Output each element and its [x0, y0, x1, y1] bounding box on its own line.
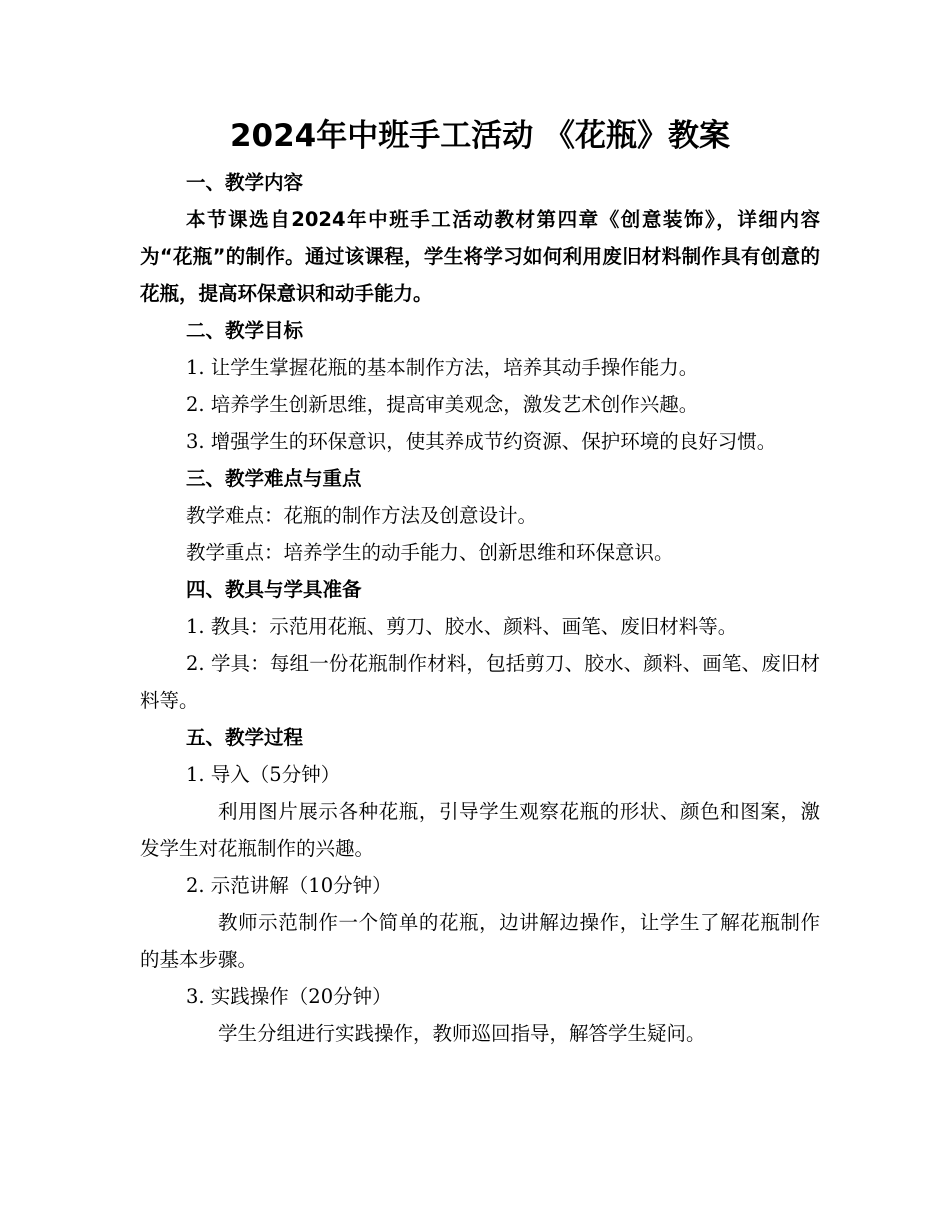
process-step-1-label: 1. 导入（5分钟） — [186, 763, 341, 786]
section-body-content: 本节课选自2024年中班手工活动教材第四章《创意装饰》，详细内容为“花瓶”的制作。通过该课程，学生将学习如何利用废旧材料制作具有创意的花瓶，提高环保意识和动手能力。 — [140, 208, 820, 305]
document-page — [140, 112, 820, 1052]
process-step-1-desc: 利用图片展示各种花瓶，引导学生观察花瓶的形状、颜色和图案，激发学生对花瓶制作的兴趣。 — [140, 800, 820, 860]
key-point-item: 教学重点：培养学生的动手能力、创新思维和环保意识。 — [186, 541, 674, 564]
section-heading-objectives: 二、教学目标 — [186, 319, 304, 342]
section-heading-process: 五、教学过程 — [186, 726, 304, 749]
objective-item-3: 3. 增强学生的环保意识，使其养成节约资源、保护环境的良好习惯。 — [186, 430, 777, 453]
process-step-3-label: 3. 实践操作（20分钟） — [186, 985, 392, 1008]
section-heading-materials: 四、教具与学具准备 — [186, 578, 362, 601]
document-title: 2024年中班手工活动 《花瓶》教案 — [229, 118, 731, 154]
objective-item-2: 2. 培养学生创新思维，提高审美观念，激发艺术创作兴趣。 — [186, 393, 699, 416]
objective-item-1: 1. 让学生掌握花瓶的基本制作方法，培养其动手操作能力。 — [186, 356, 699, 379]
section-heading-content: 一、教学内容 — [186, 171, 304, 194]
process-step-3-desc: 学生分组进行实践操作，教师巡回指导，解答学生疑问。 — [218, 1022, 706, 1045]
section-heading-difficulties: 三、教学难点与重点 — [186, 467, 362, 490]
difficulty-item: 教学难点：花瓶的制作方法及创意设计。 — [186, 504, 538, 527]
materials-item-1: 1. 教具：示范用花瓶、剪刀、胶水、颜料、画笔、废旧材料等。 — [186, 615, 738, 638]
process-step-2-desc: 教师示范制作一个简单的花瓶，边讲解边操作，让学生了解花瓶制作的基本步骤。 — [140, 911, 820, 971]
process-step-2-label: 2. 示范讲解（10分钟） — [186, 874, 392, 897]
materials-item-2: 2. 学具：每组一份花瓶制作材料，包括剪刀、胶水、颜料、画笔、废旧材料等。 — [140, 652, 820, 712]
